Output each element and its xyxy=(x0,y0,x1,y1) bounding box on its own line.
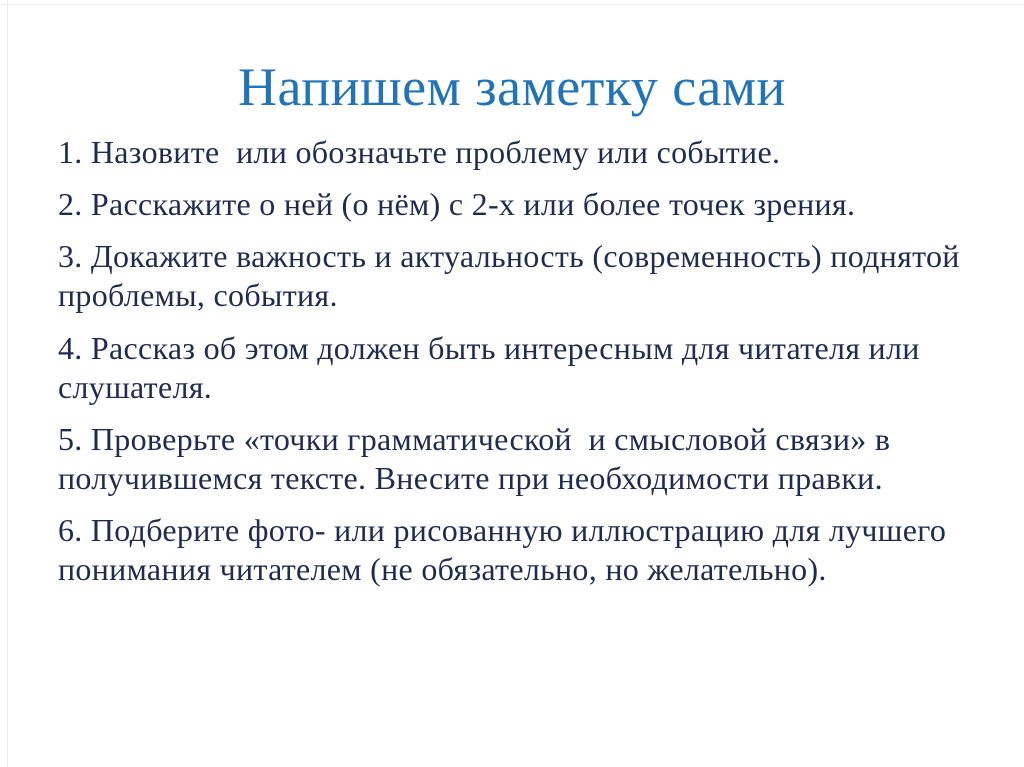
slide-top-edge-line xyxy=(0,4,1024,5)
slide-title: Напишем заметку сами xyxy=(238,57,786,117)
slide-left-edge-line xyxy=(7,0,8,767)
list-item: 5. Проверьте «точки грамматической и смысловой связи» в получившемся тексте. Внесите при необходимости правки. xyxy=(58,420,899,496)
list-item: 6. Подберите фото- или рисованную иллюстрацию для лучшего понимания читателем (не обязательно, но желательно). xyxy=(58,511,955,587)
list-item: 3. Докажите важность и актуальность (современность) поднятой проблемы, события. xyxy=(58,238,968,314)
list-item: 4. Рассказ об этом должен быть интересным для читателя или слушателя. xyxy=(58,329,928,405)
list-item: 1. Назовите или обозначьте проблему или событие. xyxy=(58,134,781,171)
instruction-list xyxy=(0,117,1024,588)
list-item: 2. Расскажите о ней (о нём) с 2-х или более точек зрения. xyxy=(58,186,856,223)
